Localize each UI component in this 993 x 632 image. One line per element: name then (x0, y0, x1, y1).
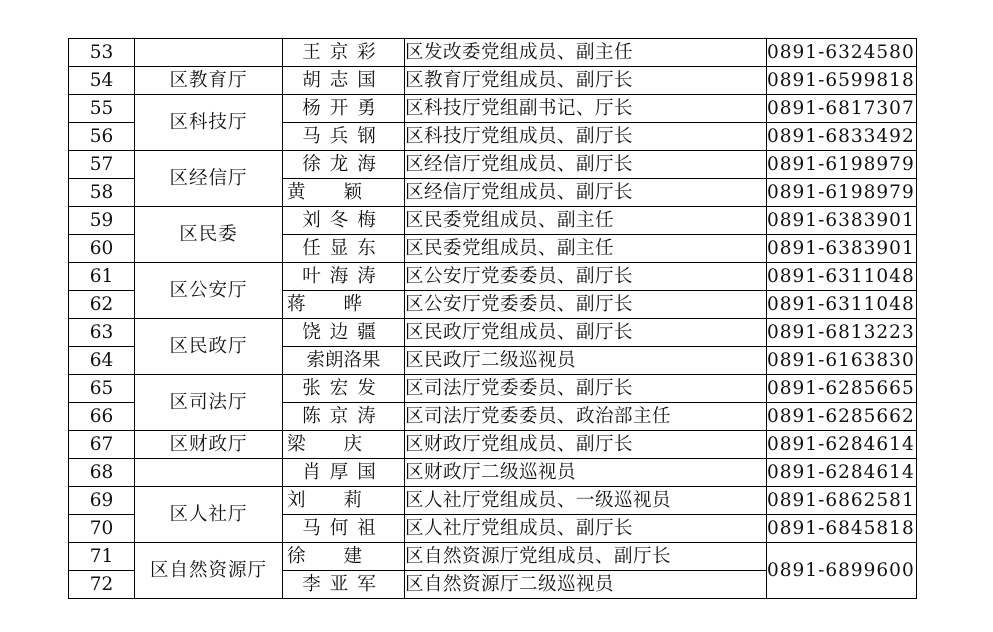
position-cell: 区司法厅党委委员、政治部主任 (405, 403, 767, 431)
row-number: 70 (69, 515, 135, 543)
position-cell: 区民委党组成员、副主任 (405, 235, 767, 263)
row-number: 71 (69, 543, 135, 571)
position-cell: 区科技厅党组副书记、厅长 (405, 95, 767, 123)
department-cell: 区自然资源厅 (135, 543, 283, 599)
position-cell: 区自然资源厅党组成员、副厅长 (405, 543, 767, 571)
person-name: 胡志国 (283, 67, 405, 95)
phone-cell: 0891-6862581 (767, 487, 917, 515)
table-row (69, 375, 917, 403)
row-number: 58 (69, 179, 135, 207)
phone-cell: 0891-6311048 (767, 263, 917, 291)
row-number: 63 (69, 319, 135, 347)
phone-cell: 0891-6284614 (767, 431, 917, 459)
person-name: 叶海涛 (283, 263, 405, 291)
position-cell: 区财政厅二级巡视员 (405, 459, 767, 487)
person-name: 梁庆 (283, 431, 405, 459)
phone-cell: 0891-6817307 (767, 95, 917, 123)
row-number: 72 (69, 571, 135, 599)
department-cell: 区经信厅 (135, 151, 283, 207)
table-row (69, 459, 917, 487)
department-cell: 区教育厅 (135, 67, 283, 95)
person-name: 索朗洛果 (283, 347, 405, 375)
person-name: 蒋晔 (283, 291, 405, 319)
position-cell: 区人社厅党组成员、一级巡视员 (405, 487, 767, 515)
department-cell (135, 459, 283, 487)
person-name: 陈京涛 (283, 403, 405, 431)
row-number: 55 (69, 95, 135, 123)
position-cell: 区科技厅党组成员、副厅长 (405, 123, 767, 151)
phone-cell: 0891-6383901 (767, 235, 917, 263)
table-row (69, 319, 917, 347)
table-row (69, 67, 917, 95)
phone-cell: 0891-6198979 (767, 179, 917, 207)
phone-cell: 0891-6845818 (767, 515, 917, 543)
table-row (69, 95, 917, 123)
person-name: 任显东 (283, 235, 405, 263)
department-cell: 区科技厅 (135, 95, 283, 151)
person-name: 徐建 (283, 543, 405, 571)
row-number: 59 (69, 207, 135, 235)
position-cell: 区自然资源厅二级巡视员 (405, 571, 767, 599)
person-name: 黄颖 (283, 179, 405, 207)
position-cell: 区司法厅党委委员、副厅长 (405, 375, 767, 403)
phone-cell: 0891-6285662 (767, 403, 917, 431)
phone-cell: 0891-6284614 (767, 459, 917, 487)
position-cell: 区民委党组成员、副主任 (405, 207, 767, 235)
table-row (69, 39, 917, 67)
department-cell: 区民政厅 (135, 319, 283, 375)
person-name: 李亚军 (283, 571, 405, 599)
person-name: 肖厚国 (283, 459, 405, 487)
row-number: 68 (69, 459, 135, 487)
position-cell: 区民政厅党组成员、副厅长 (405, 319, 767, 347)
department-cell (135, 39, 283, 67)
person-name: 徐龙海 (283, 151, 405, 179)
department-cell: 区财政厅 (135, 431, 283, 459)
phone-cell: 0891-6813223 (767, 319, 917, 347)
table-row (69, 151, 917, 179)
position-cell: 区经信厅党组成员、副厅长 (405, 179, 767, 207)
row-number: 56 (69, 123, 135, 151)
person-name: 刘冬梅 (283, 207, 405, 235)
row-number: 57 (69, 151, 135, 179)
phone-cell: 0891-6833492 (767, 123, 917, 151)
person-name: 马兵钢 (283, 123, 405, 151)
phone-cell: 0891-6324580 (767, 39, 917, 67)
department-cell: 区人社厅 (135, 487, 283, 543)
person-name: 刘莉 (283, 487, 405, 515)
phone-cell: 0891-6163830 (767, 347, 917, 375)
position-cell: 区公安厅党委委员、副厅长 (405, 263, 767, 291)
person-name: 马何祖 (283, 515, 405, 543)
row-number: 54 (69, 67, 135, 95)
department-cell: 区民委 (135, 207, 283, 263)
table-row (69, 263, 917, 291)
person-name: 张宏发 (283, 375, 405, 403)
row-number: 65 (69, 375, 135, 403)
table-row (69, 207, 917, 235)
row-number: 69 (69, 487, 135, 515)
person-name: 饶边疆 (283, 319, 405, 347)
position-cell: 区发改委党组成员、副主任 (405, 39, 767, 67)
row-number: 66 (69, 403, 135, 431)
row-number: 53 (69, 39, 135, 67)
position-cell: 区教育厅党组成员、副厅长 (405, 67, 767, 95)
phone-cell: 0891-6285665 (767, 375, 917, 403)
position-cell: 区财政厅党组成员、副厅长 (405, 431, 767, 459)
position-cell: 区公安厅党委委员、副厅长 (405, 291, 767, 319)
row-number: 64 (69, 347, 135, 375)
row-number: 62 (69, 291, 135, 319)
row-number: 61 (69, 263, 135, 291)
row-number: 67 (69, 431, 135, 459)
phone-cell: 0891-6198979 (767, 151, 917, 179)
position-cell: 区民政厅二级巡视员 (405, 347, 767, 375)
table-row (69, 543, 917, 571)
phone-cell: 0891-6383901 (767, 207, 917, 235)
table-row (69, 431, 917, 459)
row-number: 60 (69, 235, 135, 263)
person-name: 王京彩 (283, 39, 405, 67)
phone-cell: 0891-6311048 (767, 291, 917, 319)
table-row (69, 487, 917, 515)
phone-cell: 0891-6599818 (767, 67, 917, 95)
department-cell: 区公安厅 (135, 263, 283, 319)
department-cell: 区司法厅 (135, 375, 283, 431)
person-name: 杨开勇 (283, 95, 405, 123)
contact-table (68, 38, 917, 599)
phone-cell: 0891-6899600 (767, 543, 917, 599)
position-cell: 区人社厅党组成员、副厅长 (405, 515, 767, 543)
position-cell: 区经信厅党组成员、副厅长 (405, 151, 767, 179)
